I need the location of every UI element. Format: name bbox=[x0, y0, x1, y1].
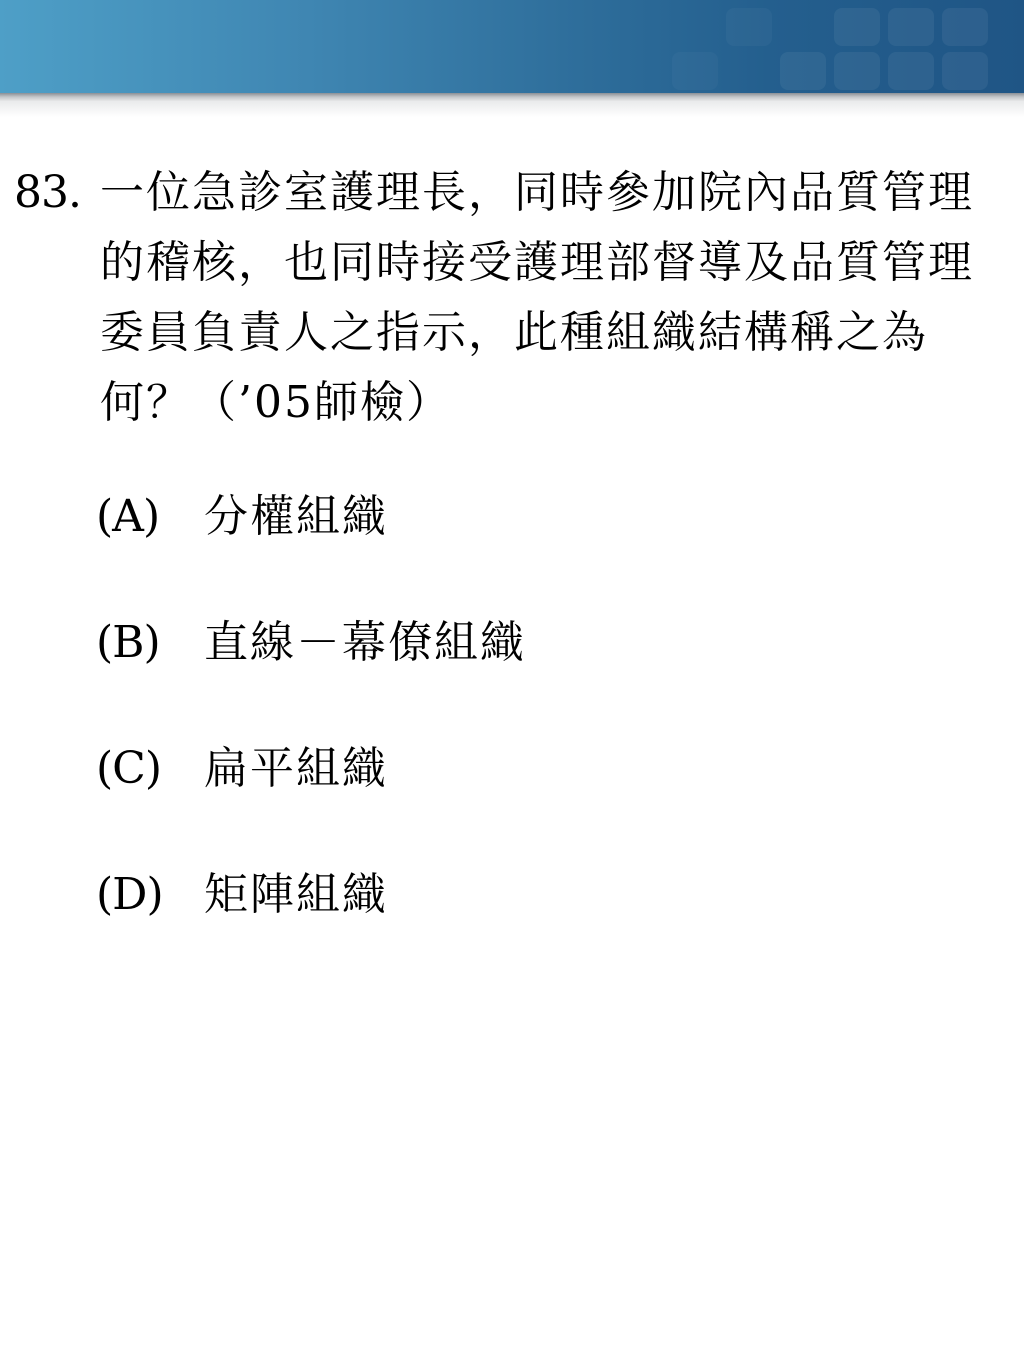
question-text: 一位急診室護理長，同時參加院內品質管理的稽核，也同時接受護理部督導及品質管理委員負責人之指示，此種組織結構稱之為何？（’05師檢） bbox=[100, 167, 974, 428]
banner-divider bbox=[0, 93, 1024, 101]
option-text: 分權組織 bbox=[204, 491, 388, 542]
option-text: 扁平組織 bbox=[204, 743, 388, 794]
question-number: 83. bbox=[14, 167, 81, 218]
option-a[interactable] bbox=[96, 482, 526, 552]
option-text: 直線－幕僚組織 bbox=[204, 617, 526, 668]
option-key: (A) bbox=[96, 491, 160, 542]
header-banner bbox=[0, 0, 1024, 93]
option-key: (B) bbox=[96, 617, 160, 668]
option-b[interactable] bbox=[96, 608, 526, 678]
options-list bbox=[96, 482, 526, 986]
banner-pattern bbox=[504, 0, 1024, 93]
option-d[interactable] bbox=[96, 860, 526, 930]
banner-divider-fade bbox=[0, 101, 1024, 117]
option-key: (D) bbox=[96, 869, 163, 920]
question-block bbox=[14, 158, 1004, 438]
option-key: (C) bbox=[96, 743, 161, 794]
option-text: 矩陣組織 bbox=[204, 869, 388, 920]
option-c[interactable] bbox=[96, 734, 526, 804]
